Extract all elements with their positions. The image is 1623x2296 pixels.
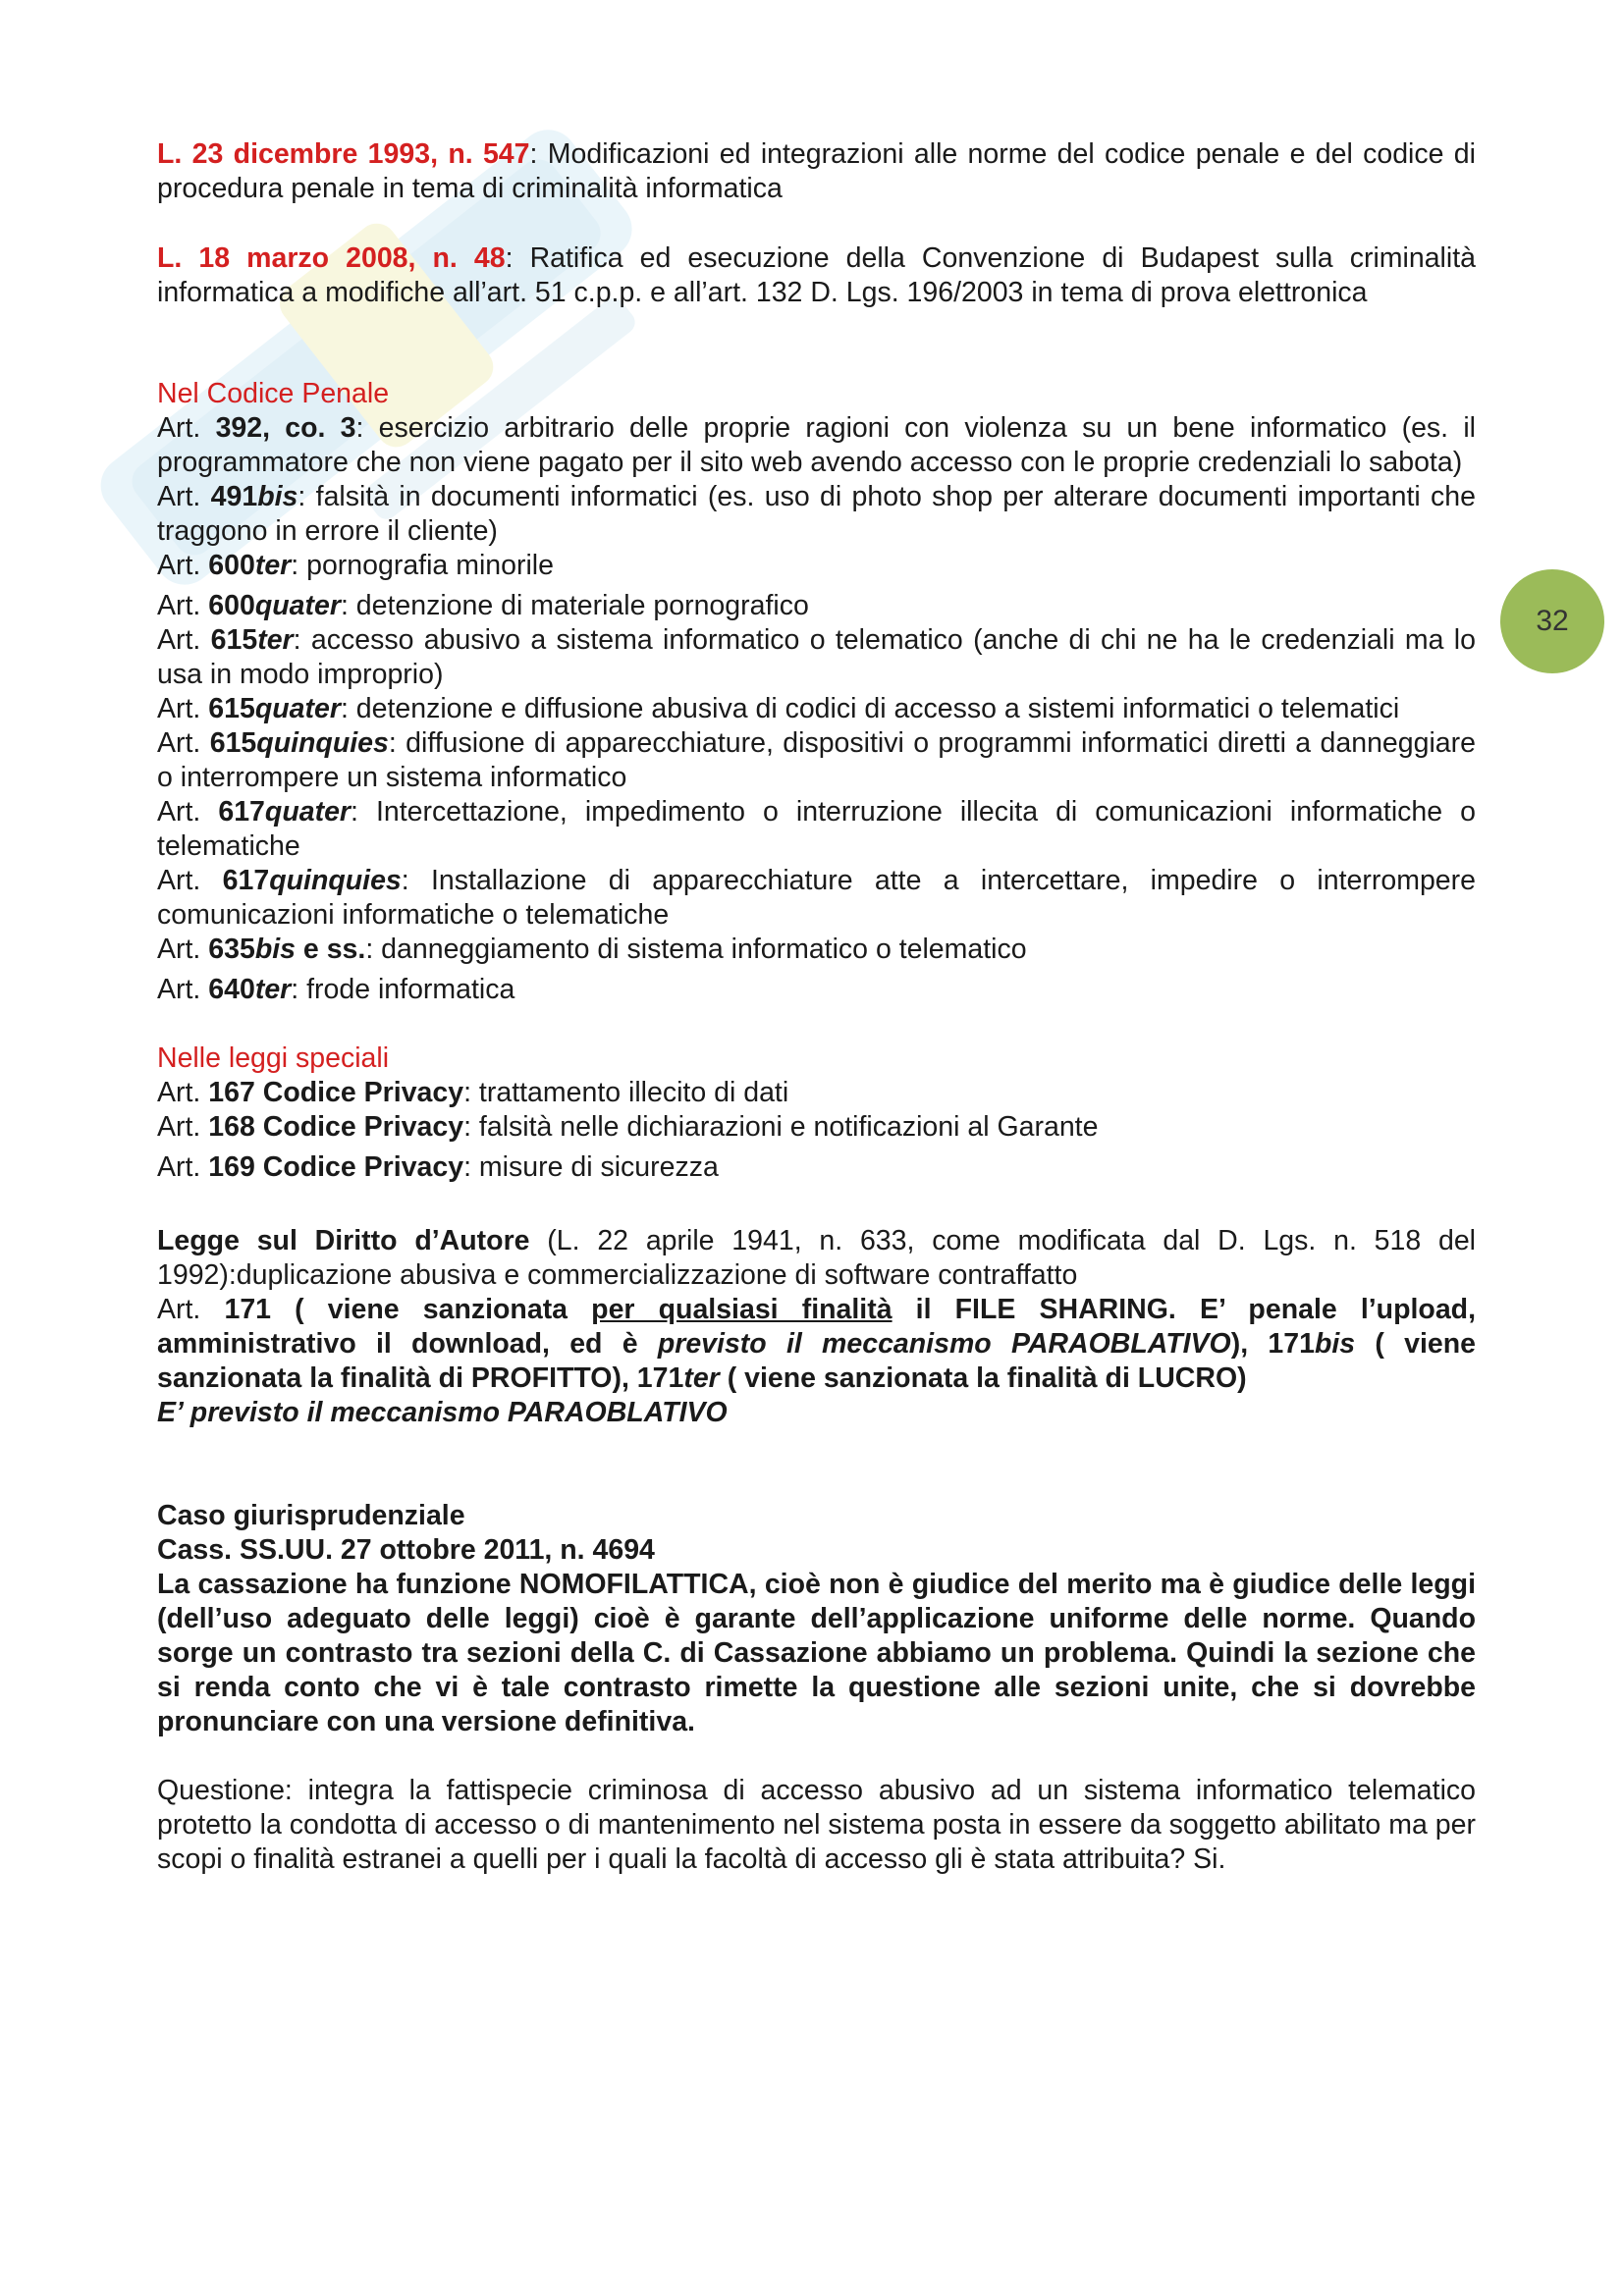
art171-italic: bis: [1314, 1328, 1356, 1360]
article-text: : Installazione di apparecchiature atte a intercettare, impedire o interrompere comunicazioni informatiche o telematiche: [157, 865, 1476, 931]
article-text: : detenzione e diffusione abusiva di codici di accesso a sistemi informatici o telematici: [340, 693, 1400, 724]
article-number: 635: [208, 934, 255, 965]
caso-heading: Caso giurisprudenziale: [157, 1500, 465, 1531]
leggi-speciali-section: [157, 1041, 1476, 1185]
article-item: [157, 864, 1476, 933]
art-prefix: Art.: [157, 727, 210, 759]
article-text: : Intercettazione, impedimento o interruzione illecita di comunicazioni informatiche o telematiche: [157, 796, 1476, 862]
article-suffix: quinquies: [269, 865, 402, 896]
document-body: [157, 137, 1476, 1877]
article-number: 640: [208, 974, 255, 1005]
page-number: 32: [1536, 605, 1569, 637]
article-item: [157, 480, 1476, 549]
diritto-autore-closing: E’ previsto il meccanismo PARAOBLATIVO: [157, 1397, 728, 1428]
law-1993: [157, 137, 1476, 206]
article-item: [157, 795, 1476, 864]
article-text: : falsità in documenti informatici (es. uso di photo shop per alterare documenti importanti che traggono in errore il cliente): [157, 481, 1476, 547]
article-item: [157, 726, 1476, 795]
article-number: 491: [210, 481, 258, 512]
art-prefix: Art.: [157, 412, 216, 444]
art171-italic: previsto il meccanismo PARAOBLATIVO: [657, 1328, 1231, 1360]
caso-citation: Cass. SS.UU. 27 ottobre 2011, n. 4694: [157, 1534, 655, 1566]
article-text: : detenzione di materiale pornografico: [340, 590, 809, 621]
article-suffix: quater: [254, 693, 341, 724]
leggi-speciali-heading: Nelle leggi speciali: [157, 1042, 390, 1074]
art-prefix: Art.: [157, 1077, 209, 1108]
diritto-autore-title: Legge sul Diritto d’Autore: [157, 1225, 530, 1256]
article-number: 615: [210, 624, 258, 656]
article-tail: e ss.: [296, 934, 366, 965]
art171-part: ( viene sanzionata la finalità di PROFITTO), 171: [157, 1328, 1476, 1394]
art171-underlined: per qualsiasi finalità: [591, 1294, 893, 1325]
diritto-autore-art: [157, 1293, 1476, 1396]
article-item: [157, 973, 1476, 1007]
article-text: : misure di sicurezza: [463, 1151, 719, 1183]
article-number: 168 Codice Privacy: [208, 1111, 464, 1143]
diritto-autore-desc: (L. 22 aprile 1941, n. 633, come modificata dal D. Lgs. n. 518 del 1992):duplicazione abusiva e commercializzazione di software contraffatto: [157, 1225, 1477, 1291]
article-text: : accesso abusivo a sistema informatico o telematico (anche di chi ne ha le credenziali ma lo usa in modo improprio): [157, 624, 1476, 690]
art-prefix: Art.: [157, 865, 223, 896]
article-item: [157, 692, 1476, 726]
article-item: [157, 623, 1476, 692]
article-number: 617: [222, 865, 270, 896]
art-prefix: Art.: [157, 934, 209, 965]
article-item: [157, 549, 1476, 583]
codice-penale-section: [157, 377, 1476, 1007]
article-number: 167 Codice Privacy: [208, 1077, 464, 1108]
art-prefix: Art.: [157, 796, 219, 828]
article-suffix: bis: [257, 481, 298, 512]
diritto-autore-intro: [157, 1224, 1476, 1293]
article-item: [157, 411, 1476, 480]
article-suffix: ter: [257, 624, 294, 656]
art171-part: il FILE SHARING. E’ penale l’upload, amministrativo il download, ed è: [157, 1294, 1476, 1360]
article-text: : falsità nelle dichiarazioni e notificazioni al Garante: [463, 1111, 1099, 1143]
article-number: 600: [208, 590, 255, 621]
caso-body: La cassazione ha funzione NOMOFILATTICA, cioè non è giudice del merito ma è giudice delle leggi (dell’uso adeguato delle leggi) cioè è garante dell’applicazione uniforme delle norme. Quando sorge un contrasto tra sezioni della C. di Cassazione abbiamo un problema. Quindi la sezione che si renda conto che vi è tale contrasto rimette la questione alle sezioni unite, che si dovrebbe pronunciare con una versione definitiva.: [157, 1569, 1476, 1737]
article-number: 169 Codice Privacy: [208, 1151, 464, 1183]
article-suffix: quater: [264, 796, 352, 828]
law-2008: [157, 241, 1476, 310]
article-text: : trattamento illecito di dati: [463, 1077, 789, 1108]
article-item: [157, 589, 1476, 623]
art-prefix: Art.: [157, 974, 209, 1005]
page-number-badge: [1500, 569, 1604, 673]
codice-penale-heading: Nel Codice Penale: [157, 378, 390, 409]
article-number: 617: [218, 796, 265, 828]
article-item: [157, 933, 1476, 967]
article-suffix: quinquies: [256, 727, 389, 759]
art-prefix: Art.: [157, 1294, 225, 1325]
law-1993-ref: L. 23 dicembre 1993, n. 547: [157, 138, 530, 170]
article-text: : pornografia minorile: [291, 550, 554, 581]
article-suffix: ter: [254, 550, 292, 581]
article-suffix: quater: [254, 590, 341, 621]
law-1993-text: : Modificazioni ed integrazioni alle norme del codice penale e del codice di procedura penale in tema di criminalità informatica: [157, 138, 1476, 204]
article-number: 600: [208, 550, 255, 581]
art-prefix: Art.: [157, 624, 211, 656]
article-item: [157, 1110, 1476, 1145]
article-number: 392, co. 3: [215, 412, 356, 444]
art-prefix: Art.: [157, 481, 211, 512]
law-2008-text: : Ratifica ed esecuzione della Convenzione di Budapest sulla criminalità informatica a modifiche all’art. 51 c.p.p. e all’art. 132 D. Lgs. 196/2003 in tema di prova elettronica: [157, 242, 1476, 308]
article-number: 615: [209, 727, 257, 759]
law-2008-ref: L. 18 marzo 2008, n. 48: [157, 242, 506, 274]
art-prefix: Art.: [157, 693, 209, 724]
article-text: : diffusione di apparecchiature, dispositivi o programmi informatici diretti a danneggiare o interrompere un sistema informatico: [157, 727, 1476, 793]
art-prefix: Art.: [157, 1111, 209, 1143]
article-suffix: bis: [254, 934, 297, 965]
article-item: [157, 1150, 1476, 1185]
art-prefix: Art.: [157, 550, 209, 581]
article-item: [157, 1076, 1476, 1110]
article-text: : danneggiamento di sistema informatico o telematico: [365, 934, 1027, 965]
art171-part: 171 ( viene sanzionata: [224, 1294, 592, 1325]
art-prefix: Art.: [157, 1151, 209, 1183]
article-text: : esercizio arbitrario delle proprie ragioni con violenza su un bene informatico (es. il programmatore che non viene pagato per il sito web avendo accesso con le proprie credenziali lo sabota): [157, 412, 1476, 478]
art171-italic: ter: [683, 1362, 720, 1394]
art171-part: ), 171: [1230, 1328, 1315, 1360]
caso-question: Questione: integra la fattispecie criminosa di accesso abusivo ad un sistema informatico telematico protetto la condotta di accesso o di mantenimento nel sistema posta in essere da soggetto abilitato ma per scopi o finalità estranei a quelli per i quali la facoltà di accesso gli è stata attribuita? Si.: [157, 1775, 1476, 1875]
article-text: : frode informatica: [291, 974, 515, 1005]
art171-part: ( viene sanzionata la finalità di LUCRO): [719, 1362, 1247, 1394]
article-suffix: ter: [254, 974, 292, 1005]
diritto-autore-section: [157, 1224, 1476, 1430]
art-prefix: Art.: [157, 590, 209, 621]
article-number: 615: [208, 693, 255, 724]
caso-section: [157, 1499, 1476, 1877]
